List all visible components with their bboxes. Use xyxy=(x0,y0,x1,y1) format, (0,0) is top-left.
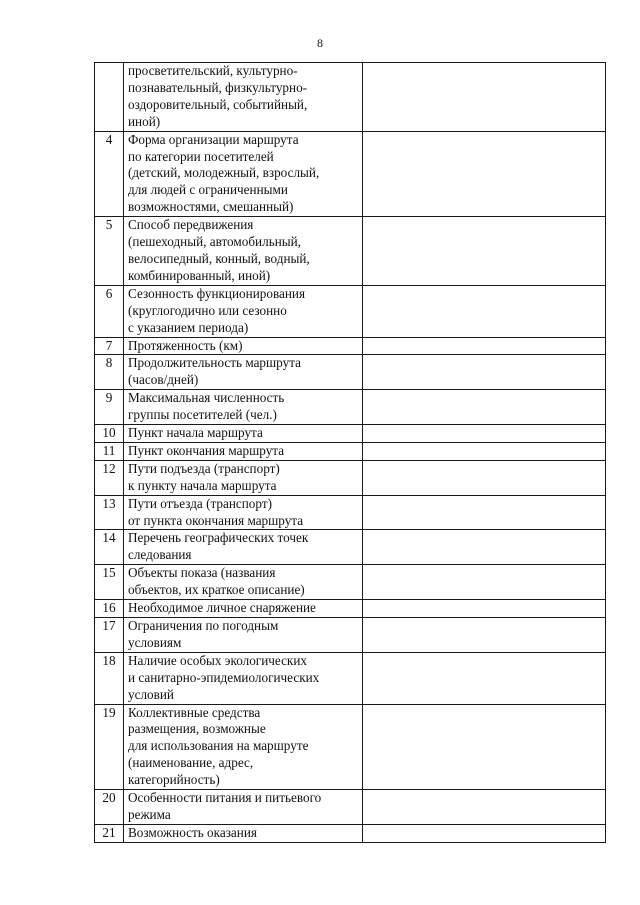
table-row xyxy=(95,131,606,217)
row-value-cell[interactable] xyxy=(363,652,606,704)
row-value-cell[interactable] xyxy=(363,460,606,495)
table-row xyxy=(95,652,606,704)
row-label: Сезонность функционирования (круглогодично или сезонно с указанием периода) xyxy=(124,285,363,337)
row-number: 4 xyxy=(95,131,124,217)
row-value-cell[interactable] xyxy=(363,63,606,132)
row-value-cell[interactable] xyxy=(363,217,606,286)
row-value-cell[interactable] xyxy=(363,285,606,337)
table-row xyxy=(95,63,606,132)
row-value-cell[interactable] xyxy=(363,600,606,618)
row-label: Ограничения по погодным условиям xyxy=(124,618,363,653)
row-label: Продолжительность маршрута (часов/дней) xyxy=(124,355,363,390)
row-value-cell[interactable] xyxy=(363,442,606,460)
row-value-cell[interactable] xyxy=(363,390,606,425)
row-label: Коллективные средства размещения, возможные для использования на маршруте (наименование, адрес, категорийность) xyxy=(124,704,363,790)
row-number: 11 xyxy=(95,442,124,460)
table-row xyxy=(95,565,606,600)
table-row xyxy=(95,425,606,443)
row-number: 18 xyxy=(95,652,124,704)
row-value-cell[interactable] xyxy=(363,495,606,530)
row-label: Способ передвижения (пешеходный, автомобильный, велосипедный, конный, водный, комбинированный, иной) xyxy=(124,217,363,286)
row-label: Перечень географических точек следования xyxy=(124,530,363,565)
row-number: 19 xyxy=(95,704,124,790)
row-number: 13 xyxy=(95,495,124,530)
row-number: 20 xyxy=(95,790,124,825)
row-label: Протяженность (км) xyxy=(124,337,363,355)
table-row xyxy=(95,495,606,530)
table-row xyxy=(95,337,606,355)
row-value-cell[interactable] xyxy=(363,355,606,390)
table-row xyxy=(95,217,606,286)
row-number: 7 xyxy=(95,337,124,355)
row-value-cell[interactable] xyxy=(363,704,606,790)
page-number: 8 xyxy=(317,36,323,50)
table-row xyxy=(95,460,606,495)
table-row xyxy=(95,824,606,842)
table-row xyxy=(95,285,606,337)
table-row xyxy=(95,355,606,390)
row-number: 21 xyxy=(95,824,124,842)
row-value-cell[interactable] xyxy=(363,131,606,217)
row-label: Наличие особых экологических и санитарно-эпидемиологических условий xyxy=(124,652,363,704)
row-number xyxy=(95,63,124,132)
route-passport-table xyxy=(94,62,606,843)
table-row xyxy=(95,704,606,790)
row-number: 12 xyxy=(95,460,124,495)
row-label: Пути отъезда (транспорт) от пункта окончания маршрута xyxy=(124,495,363,530)
table-row xyxy=(95,390,606,425)
row-value-cell[interactable] xyxy=(363,565,606,600)
row-label: Пути подъезда (транспорт) к пункту начала маршрута xyxy=(124,460,363,495)
table-row xyxy=(95,618,606,653)
row-number: 16 xyxy=(95,600,124,618)
row-label: Возможность оказания xyxy=(124,824,363,842)
table-row xyxy=(95,790,606,825)
row-label: Объекты показа (названия объектов, их краткое описание) xyxy=(124,565,363,600)
row-value-cell[interactable] xyxy=(363,530,606,565)
row-label: Особенности питания и питьевого режима xyxy=(124,790,363,825)
row-label: Пункт окончания маршрута xyxy=(124,442,363,460)
row-number: 9 xyxy=(95,390,124,425)
row-value-cell[interactable] xyxy=(363,790,606,825)
row-value-cell[interactable] xyxy=(363,337,606,355)
table-row xyxy=(95,600,606,618)
table-row xyxy=(95,442,606,460)
row-label: Пункт начала маршрута xyxy=(124,425,363,443)
table-row xyxy=(95,530,606,565)
row-number: 17 xyxy=(95,618,124,653)
row-number: 14 xyxy=(95,530,124,565)
row-number: 10 xyxy=(95,425,124,443)
row-label: Необходимое личное снаряжение xyxy=(124,600,363,618)
row-value-cell[interactable] xyxy=(363,618,606,653)
row-number: 6 xyxy=(95,285,124,337)
row-label: Форма организации маршрута по категории посетителей (детский, молодежный, взрослый, для людей с ограниченными возможностями, смешанный) xyxy=(124,131,363,217)
row-label: просветительский, культурно- познавательный, физкультурно- оздоровительный, событийный, иной) xyxy=(124,63,363,132)
row-number: 5 xyxy=(95,217,124,286)
row-value-cell[interactable] xyxy=(363,425,606,443)
row-value-cell[interactable] xyxy=(363,824,606,842)
row-number: 8 xyxy=(95,355,124,390)
row-label: Максимальная численность группы посетителей (чел.) xyxy=(124,390,363,425)
row-number: 15 xyxy=(95,565,124,600)
